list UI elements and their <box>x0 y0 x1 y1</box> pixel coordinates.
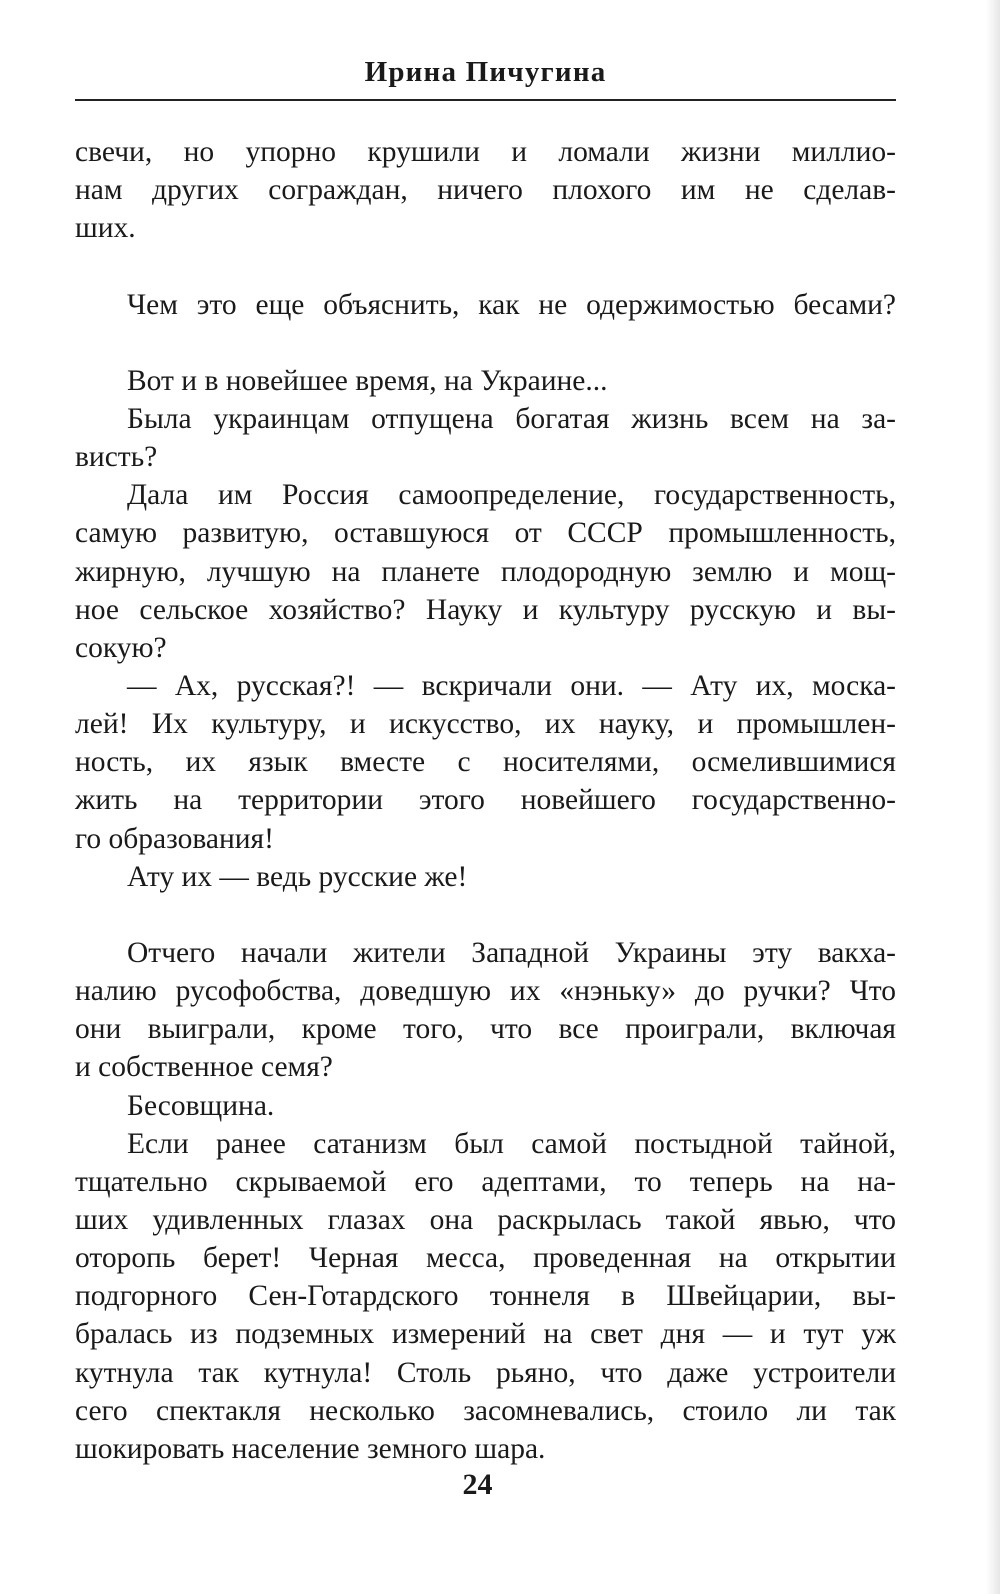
text-line: ное сельское хозяйство? Науку и культуру русскую и вы- <box>75 593 896 626</box>
text-line: Бесовщина. <box>127 1089 275 1122</box>
text-line: Вот и в новейшее время, на Украине... <box>127 364 608 397</box>
text-line: ших удивленных глазах она раскрылась такой явью, что <box>75 1203 896 1236</box>
text-line: Чем это еще объяснить, как не одержимостью бесами? <box>127 288 896 321</box>
paragraph-gap <box>75 247 896 285</box>
text-line: и собственное семя? <box>75 1051 333 1084</box>
text-line: сокую? <box>75 631 167 664</box>
text-line: тщательно скрываемой его адептами, то теперь на на- <box>75 1165 896 1198</box>
text-line: Была украинцам отпущена богатая жизнь всем на за- <box>127 402 896 435</box>
text-line: оторопь берет! Черная месса, проведенная на открытии <box>75 1242 896 1275</box>
text-line: висть? <box>75 441 158 474</box>
text-line: жирную, лучшую на планете плодородную землю и мощ- <box>75 555 896 588</box>
text-line: подгорного Сен-Готардского тоннеля в Швейцарии, вы- <box>75 1280 896 1313</box>
page-edge-shadow <box>986 0 1000 1594</box>
text-line: свечи, но упорно крушили и ломали жизни миллио- <box>75 136 896 168</box>
text-line: ших. <box>75 212 136 245</box>
text-line: Дала им Россия самоопределение, государственность, <box>127 479 896 512</box>
running-head-title: Ирина Пичугина <box>364 56 607 88</box>
text-line: самую развитую, оставшуюся от СССР промышленность, <box>75 517 896 550</box>
text-line: налию русофобства, доведшую их «нэньку» до ручки? Что <box>75 975 896 1008</box>
header-rule <box>75 99 896 101</box>
page-number: 24 <box>462 1468 493 1501</box>
paragraph-gap <box>75 324 896 362</box>
text-line: жить на территории этого новейшего государственно- <box>75 784 896 817</box>
body-text <box>75 133 896 1468</box>
text-line: го образования! <box>75 822 274 855</box>
text-line: — Ах, русская?! — вскричали они. — Ату их, моска- <box>127 669 896 702</box>
text-line: Если ранее сатанизм был самой постыдной тайной, <box>127 1127 896 1160</box>
text-line: Отчего начали жители Западной Украины эту вакха- <box>127 936 896 969</box>
text-line: Ату их — ведь русские же! <box>127 860 468 893</box>
text-line: нам других сограждан, ничего плохого им не сделав- <box>75 174 896 207</box>
text-line: лей! Их культуру, и искусство, их науку, и промышлен- <box>75 708 896 741</box>
text-line: бралась из подземных измерений на свет дня — и тут уж <box>75 1318 896 1351</box>
text-line: кутнула так кутнула! Столь рьяно, что даже устроители <box>75 1356 896 1389</box>
text-line: они выиграли, кроме того, что все проиграли, включая <box>75 1013 896 1046</box>
text-line: сего спектакля несколько засомневались, стоило ли так <box>75 1394 896 1427</box>
text-line: ность, их язык вместе с носителями, осмелившимися <box>75 746 896 779</box>
text-line: шокировать население земного шара. <box>75 1432 546 1465</box>
paragraph-gap <box>75 896 896 934</box>
